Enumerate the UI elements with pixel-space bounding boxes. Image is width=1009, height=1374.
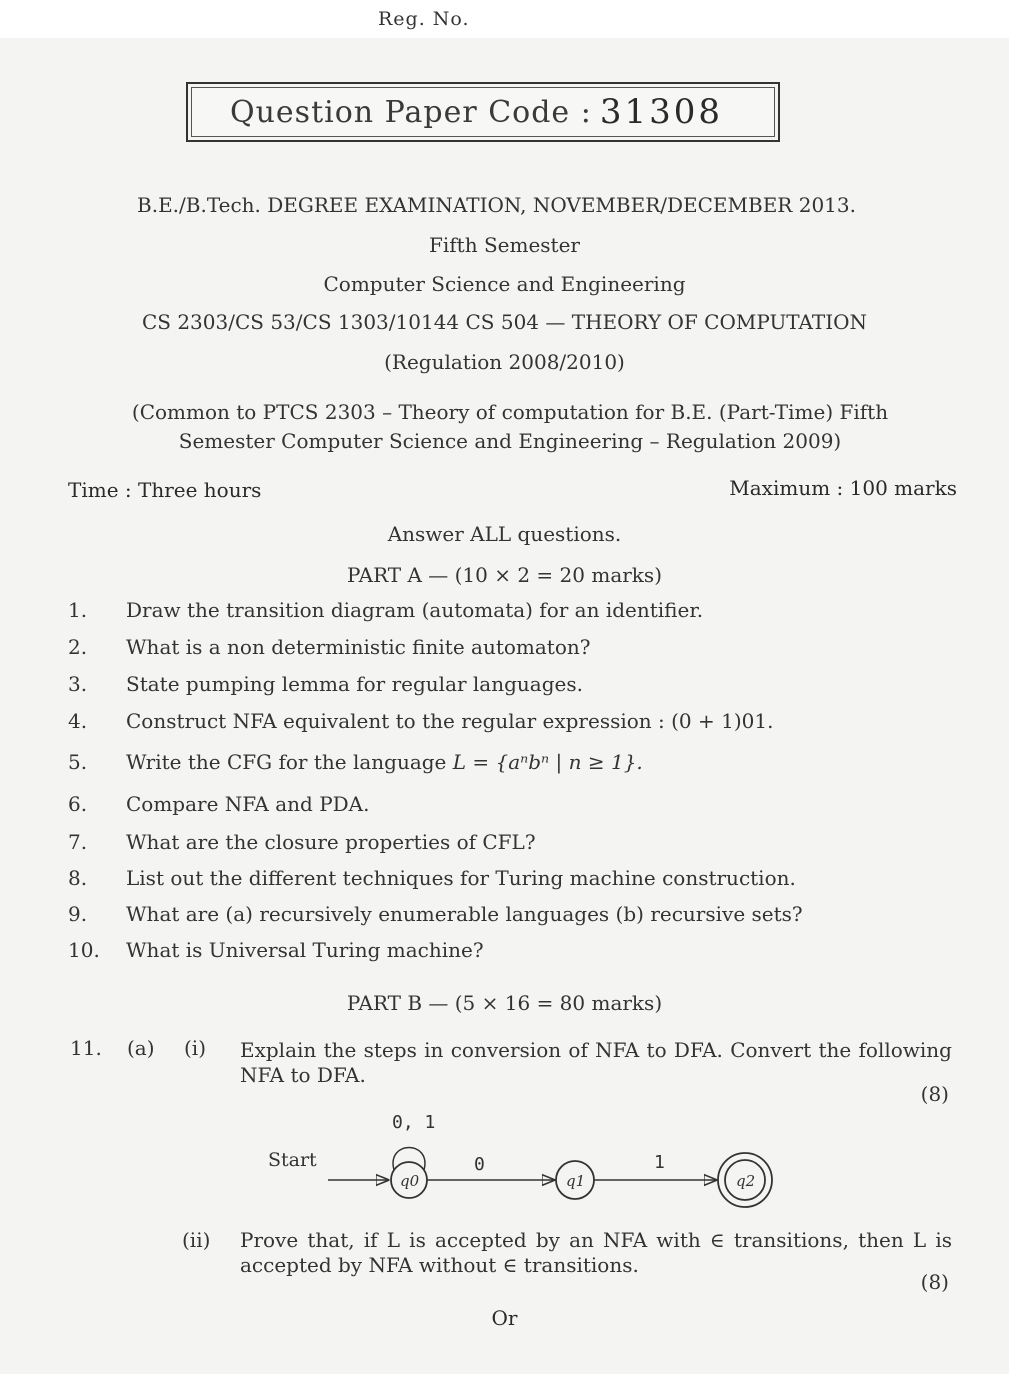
question-11-part-a: (a) bbox=[127, 1036, 155, 1060]
semester-line: Fifth Semester bbox=[429, 233, 580, 257]
start-label: Start bbox=[268, 1149, 317, 1171]
question-text: What are (a) recursively enumerable languages (b) recursive sets? bbox=[126, 902, 803, 926]
common-note: (Common to PTCS 2303 – Theory of computation for B.E. (Part-Time) Fifth Semester Computer Science and Engineering – Regulation 2009) bbox=[131, 400, 889, 453]
question-text: Draw the transition diagram (automata) for an identifier. bbox=[126, 598, 704, 622]
state-q0-label: q0 bbox=[400, 1172, 420, 1190]
course-line: CS 2303/CS 53/CS 1303/10144 CS 504 — THEORY OF COMPUTATION bbox=[141, 310, 868, 334]
question-number: 1. bbox=[68, 598, 88, 622]
question-11-ii-marks: (8) bbox=[920, 1270, 949, 1294]
code-number: 31308 bbox=[599, 92, 723, 132]
language-expression: L = {aⁿbⁿ | n ≥ 1}. bbox=[452, 750, 643, 774]
question-text: What is a non deterministic finite automaton? bbox=[126, 635, 591, 659]
question-text: What are the closure properties of CFL? bbox=[126, 830, 536, 854]
question-number: 9. bbox=[68, 902, 88, 926]
question-11-i-text: Explain the steps in conversion of NFA to DFA. Convert the following NFA to DFA. bbox=[240, 1038, 952, 1087]
nfa-diagram bbox=[262, 1100, 802, 1220]
question-number: 5. bbox=[68, 750, 88, 774]
question-number: 4. bbox=[68, 709, 88, 733]
question-number: 2. bbox=[68, 635, 88, 659]
question-11-number: 11. bbox=[70, 1036, 102, 1060]
state-q1-label: q1 bbox=[566, 1172, 586, 1190]
part-b-title: PART B — (5 × 16 = 80 marks) bbox=[346, 991, 663, 1015]
question-11-sub-ii: (ii) bbox=[182, 1228, 211, 1252]
question-text-with-math bbox=[126, 750, 643, 774]
state-q2-label: q2 bbox=[736, 1172, 756, 1190]
question-11-sub-i: (i) bbox=[184, 1036, 207, 1060]
question-number: 10. bbox=[68, 938, 100, 962]
question-text: Construct NFA equivalent to the regular expression : (0 + 1)01. bbox=[126, 709, 774, 733]
code-label: Question Paper Code : bbox=[230, 94, 592, 130]
or-label: Or bbox=[491, 1306, 518, 1330]
edge-q0-q1-label: 0 bbox=[474, 1154, 485, 1175]
question-paper-code-box bbox=[186, 82, 780, 142]
regulation-line: (Regulation 2008/2010) bbox=[384, 350, 625, 374]
question-text: List out the different techniques for Turing machine construction. bbox=[126, 866, 796, 890]
self-loop-label: 0, 1 bbox=[392, 1112, 436, 1133]
question-number: 8. bbox=[68, 866, 88, 890]
instruction-line: Answer ALL questions. bbox=[387, 522, 622, 546]
question-number: 7. bbox=[68, 830, 88, 854]
time-label: Time : Three hours bbox=[68, 478, 262, 502]
degree-line: B.E./B.Tech. DEGREE EXAMINATION, NOVEMBER/DECEMBER 2013. bbox=[137, 193, 856, 217]
question-text: Compare NFA and PDA. bbox=[126, 792, 370, 816]
max-marks-label: Maximum : 100 marks bbox=[729, 476, 957, 500]
question-number: 3. bbox=[68, 672, 88, 696]
question-text: State pumping lemma for regular languages. bbox=[126, 672, 583, 696]
part-a-title: PART A — (10 × 2 = 20 marks) bbox=[347, 563, 662, 587]
edge-q1-q2-label: 1 bbox=[654, 1152, 665, 1173]
question-text: What is Universal Turing machine? bbox=[126, 938, 484, 962]
question-number: 6. bbox=[68, 792, 88, 816]
question-11-i-marks: (8) bbox=[920, 1082, 949, 1106]
question-11-ii-text: Prove that, if L is accepted by an NFA with ∈ transitions, then L is accepted by NFA without ∈ transitions. bbox=[240, 1228, 952, 1277]
department-line: Computer Science and Engineering bbox=[323, 272, 686, 296]
reg-no-label: Reg. No. bbox=[378, 8, 470, 30]
question-text: Write the CFG for the language bbox=[126, 750, 447, 774]
